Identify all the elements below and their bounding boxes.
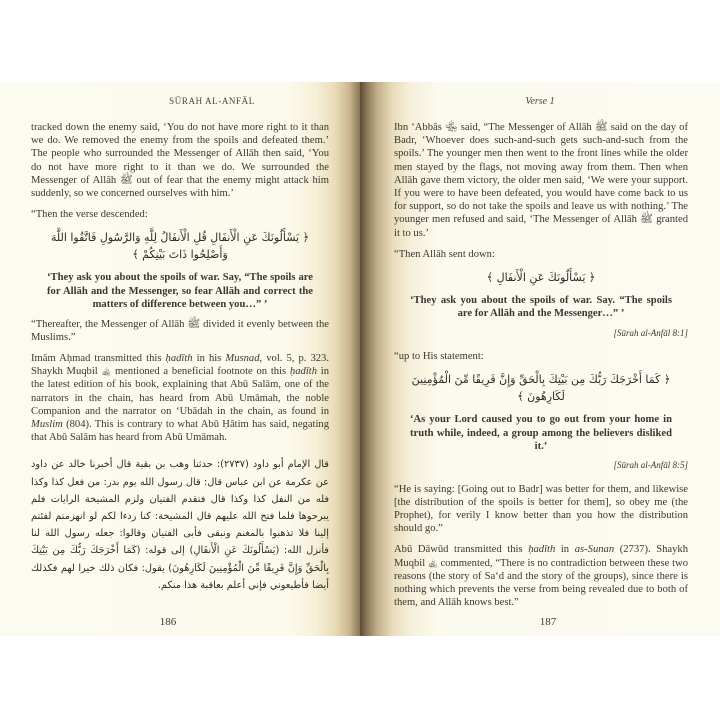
running-head-left: SŪRAH AL-ANFĀL — [169, 96, 255, 106]
arabic-verse: ﴿ كَمَا أَخْرَجَكَ رَبُّكَ مِن بَيْتِكَ بِالْحَقِّ وَإِنَّ فَرِيقًا مِّنَ الْمُؤْمِنِينَ لَكَارِهُونَ ﴾ — [411, 373, 671, 404]
italic-term: ḥadīth — [528, 544, 556, 556]
paragraph: “Then Allāh sent down: — [394, 248, 495, 260]
italic-term: Muslim — [31, 419, 63, 431]
italic-term: ḥadīth — [289, 366, 317, 378]
running-head-right: Verse 1 — [525, 96, 555, 107]
arabic-hadith-text: قال الإمام أبو داود (٢٧٣٧): حدثنا وهب بن بقية قال أخبرنا خالد عن داود عن عكرمة عن ابن عباس قال: قال رسول الله يوم بدر: من فعل كذا وكذا فله من النفل كذا وكذا قال فتقدم الفتيان ولزم المشيخة الرايات فلم يبرحوها فلما فتح الله عليهم قال المشيخة: كنا ردءا لكم لو انهزمتم لفئتم إلينا فلا تذهبوا بالمغنم ونبقى فأبى الفتيان وقالوا: جعله رسول الله لنا فأنزل الله: (يَسْأَلُونَكَ عَنِ الْأَنفَالِ) إلى قوله: (كَمَا أَخْرَجَكَ رَبُّكَ مِن بَيْتِكَ بِالْحَقِّ وَإِنَّ فَرِيقًا مِّنَ الْمُؤْمِنِينَ لَكَارِهُونَ) يقول: فكان ذلك خيرا لهم فكذلك أيضا فأطيعوني فإني أعلم بعاقبة هذا منكم. — [31, 459, 329, 591]
book-spread — [0, 82, 720, 636]
right-page-body — [394, 121, 688, 618]
paragraph: tracked down the enemy said, ‘You do not have more right to it than we do. We removed the enemy from the spoils and defeated them.’ The people who surrounded the Messenger of Allāh then said, ‘You do not have more right to it than we do. We surrounded the Messenger of Allāh ﷺ out of fear that the enemy might attack him suddenly, so we concerned ourselves with him.’ — [31, 122, 329, 200]
italic-term: as-Sunan — [574, 544, 615, 556]
text-run: in — [555, 544, 575, 556]
arabic-verse: ﴿ يَسْأَلُونَكَ عَنِ الْأَنفَالِ ﴾ — [486, 271, 596, 285]
verse-translation: ‘They ask you about the spoils of war. Say. “The spoils are for Allāh and the Messenger…” ’ — [410, 295, 672, 320]
left-page-body — [31, 121, 329, 594]
verse-translation: ‘They ask you about the spoils of war. Say, “The spoils are for Allāh and the Messenger, so fear Allāh and correct the matters of difference between you…” ’ — [47, 272, 313, 311]
paragraph: Ibn ‘Abbās ﵄ said, “The Messenger of Allāh ﷺ said on the day of Badr, ‘Whoever does such-and-such gets such-and-such from the spoils.’ The younger men then went to the front lines while the older men stayed by the flags, not moving away from them. Then when Allāh gave them victory, the older men said, ‘We were your support. If you were to have been defeated, you would have come back to us for support, so do not take the spoils and leave us with nothing.’ The younger men refused and said, ‘The Messenger of Allāh ﷺ granted it to us.’ — [394, 122, 688, 239]
text-run: , vol. 5, p. 323. Shaykh Muqbil ﵀ mentioned a beneficial footnote on this — [31, 353, 330, 378]
italic-term: ḥadīth — [165, 353, 193, 365]
paragraph: “He is saying: [Going out to Badr] was better for them, and likewise [the distribution of the spoils is better for them], so obey me (the Prophet), for verily I know better than you how the distribution should go.” — [394, 483, 688, 535]
text-run: in the latest edition of his book, explaining that Abū Salām, one of the narrators in the chain, has heard from Abū Umāmah, the noble Companion and the narrator on ‘Ubādah in the chain, as found in — [31, 366, 330, 417]
verse-citation: [Sūrah al-Anfāl 8:5] — [613, 460, 688, 471]
text-run: (804). This is contrary to what Abū Ḥātim has said, negating that Abū Salām has heard from Abū Umāmah. — [31, 419, 329, 444]
text-run: Imām Aḥmad transmitted this — [31, 353, 166, 365]
page-number-right: 187 — [539, 616, 557, 628]
page-number-left: 186 — [159, 616, 177, 628]
paragraph: “up to His statement: — [394, 351, 484, 363]
text-run: Abū Dāwūd transmitted this — [394, 544, 529, 556]
verse-translation: ‘As your Lord caused you to go out from your home in truth while, indeed, a group among the believers disliked it.’ — [410, 414, 672, 453]
paragraph — [394, 543, 688, 609]
paragraph — [31, 352, 329, 444]
text-run: in his — [192, 353, 226, 365]
paragraph: “Then the verse descended: — [31, 209, 148, 221]
text-run: (2737). Shaykh Muqbil ﵀ commented, “There is no contradiction between these two reasons (the story of Sa‘d and the story of the groups), since there is nothing which prevents the verse from being revealed due to both of them, and Allāh knows best.” — [394, 544, 688, 609]
right-page — [360, 82, 720, 636]
left-page — [0, 82, 360, 636]
verse-citation: [Sūrah al-Anfāl 8:1] — [613, 327, 688, 338]
paragraph: “Thereafter, the Messenger of Allāh ﷺ divided it evenly between the Muslims.” — [31, 318, 329, 343]
italic-term: Musnad — [225, 353, 260, 365]
arabic-verse: ﴿ يَسْأَلُونَكَ عَنِ الْأَنفَالِ قُلِ الْأَنفَالُ لِلَّهِ وَالرَّسُولِ فَاتَّقُوا اللَّهَ وَأَصْلِحُوا ذَاتَ بَيْنِكُمْ ﴾ — [50, 231, 310, 262]
